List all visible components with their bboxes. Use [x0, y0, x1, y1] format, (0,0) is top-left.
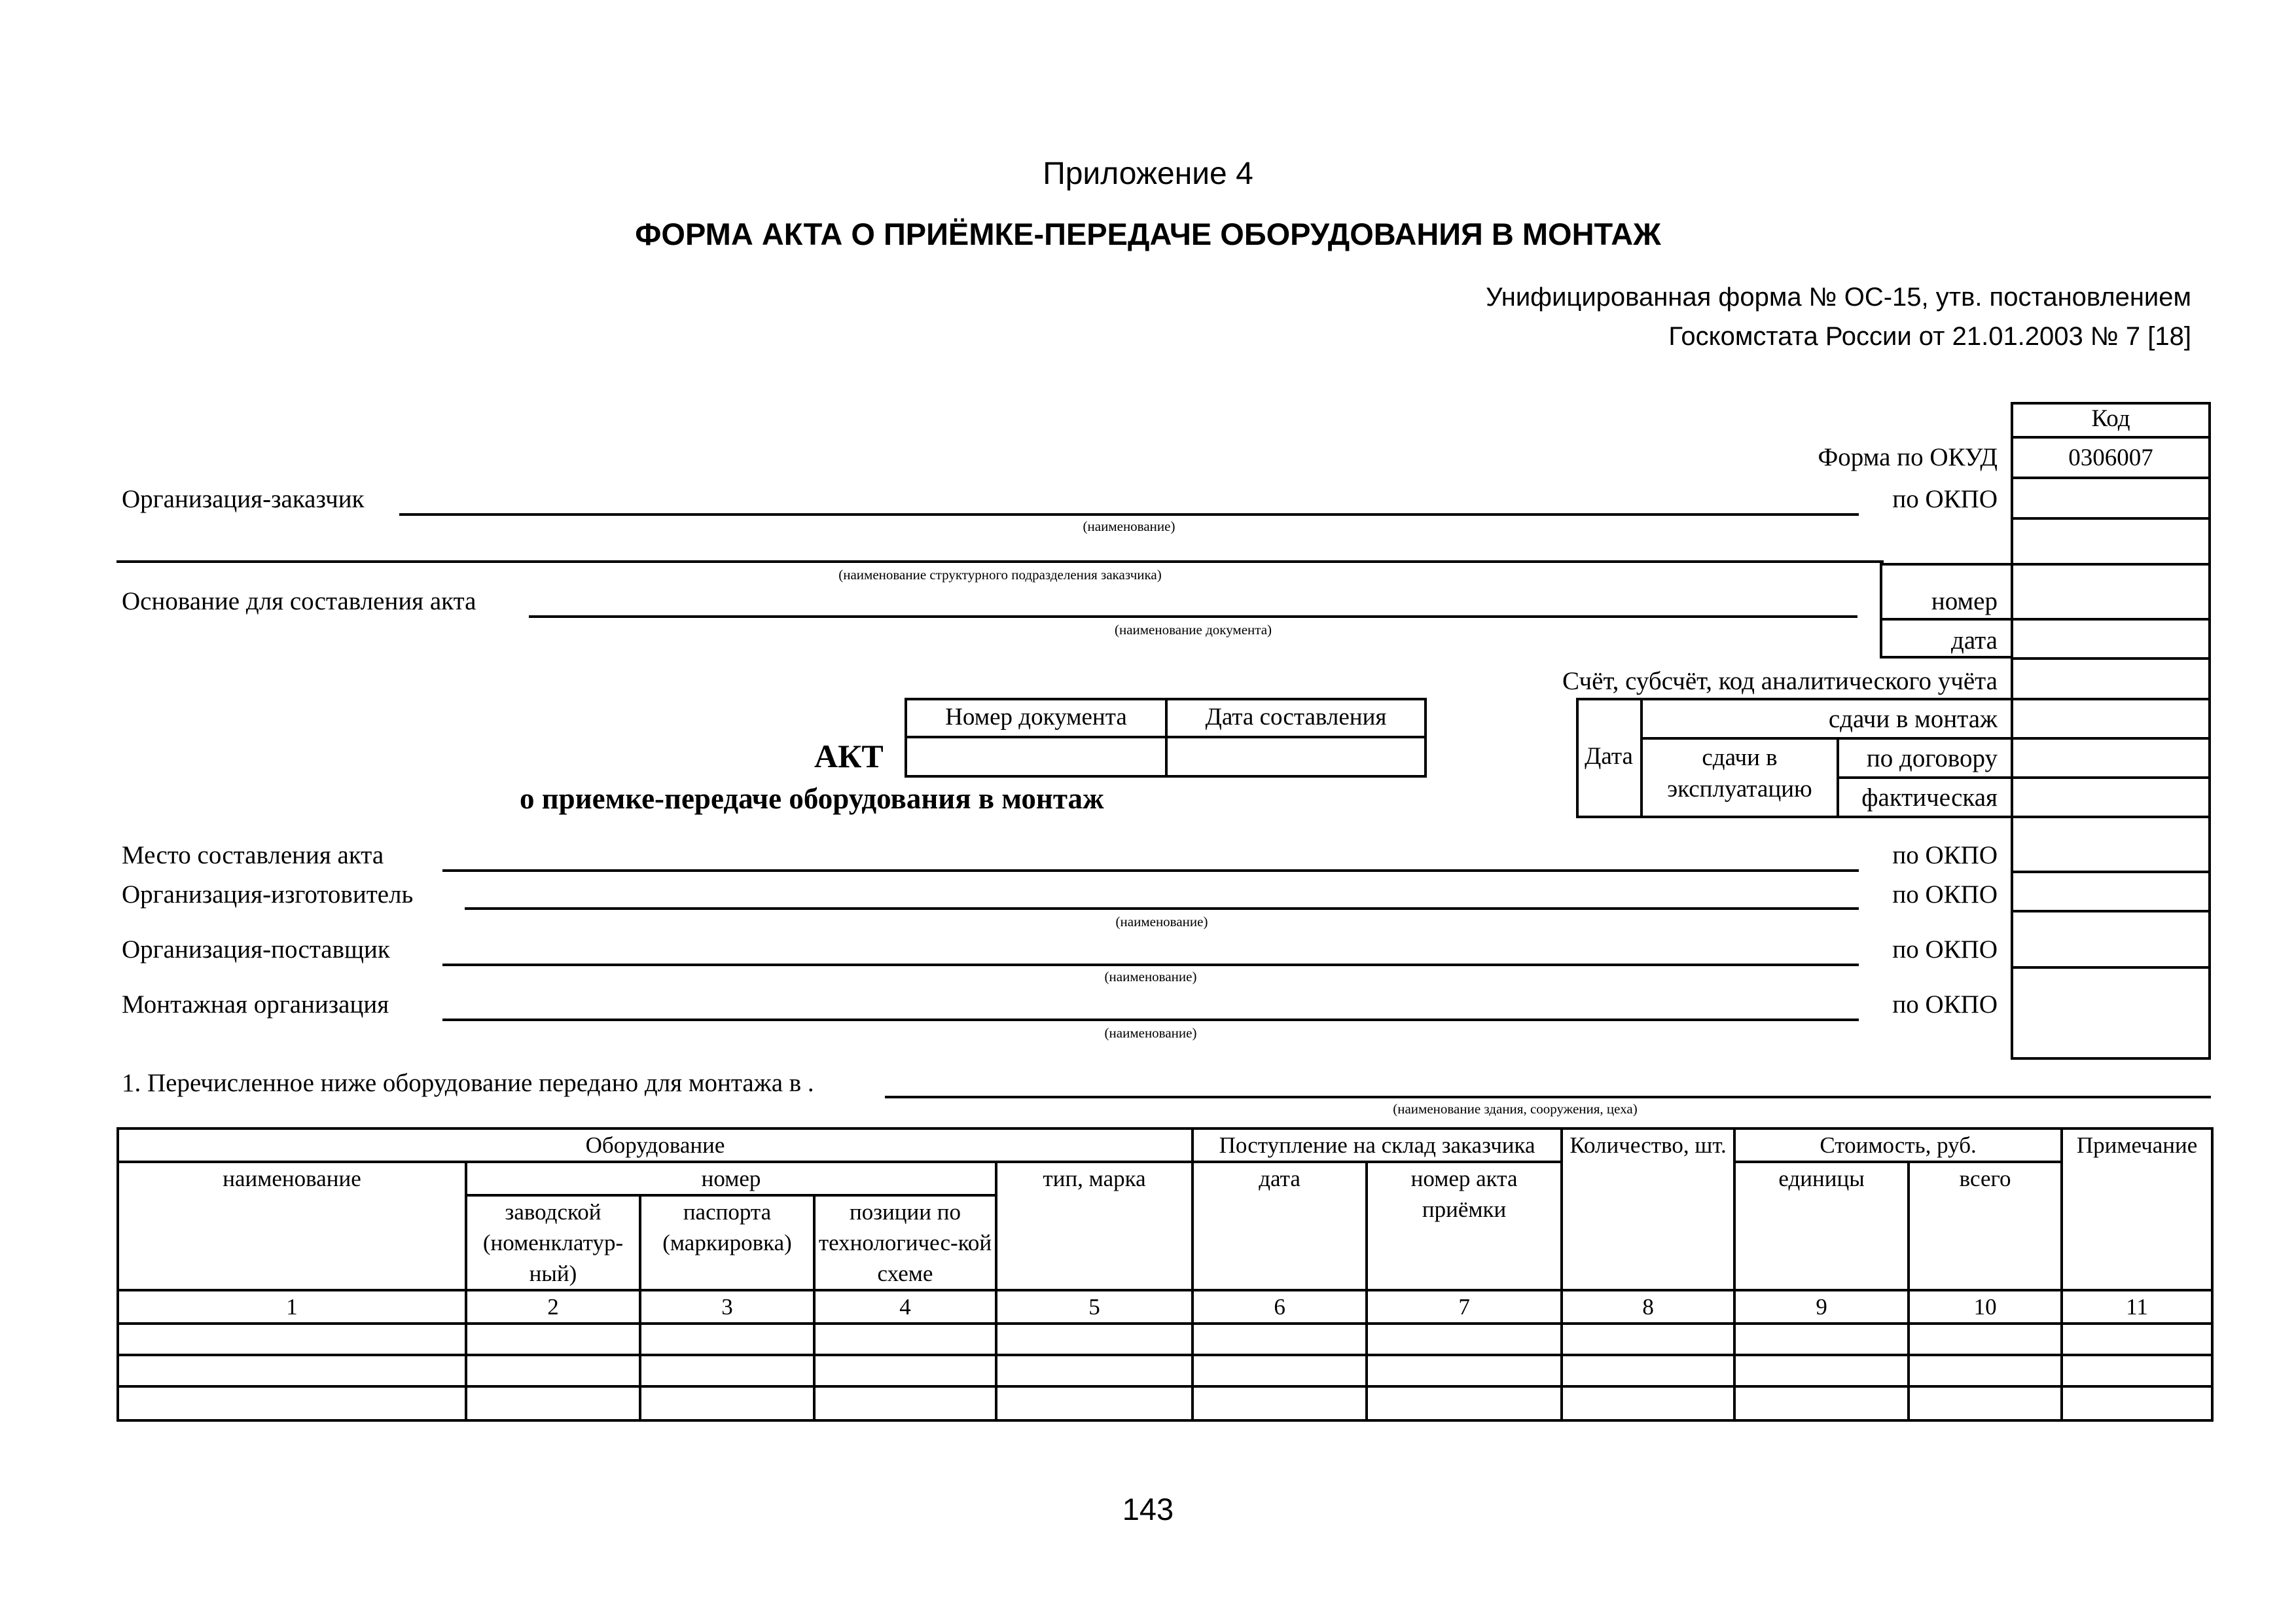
column-numbers-row [118, 1290, 2212, 1324]
okpo-label: по ОКПО [1892, 935, 1998, 964]
montazhnaya-line[interactable] [442, 1019, 1859, 1021]
okpo-label: по ОКПО [1892, 990, 1998, 1019]
data-sost-header: Дата составления [1205, 704, 1387, 731]
struct-hint: (наименование структурного подразделения заказчика) [838, 567, 1162, 583]
naimenovanie-hint: (наименование) [1104, 1025, 1197, 1041]
page-title: ФОРМА АКТА О ПРИЁМКЕ-ПЕРЕДАЧЕ ОБОРУДОВАНИЯ В МОНТАЖ [635, 217, 1661, 251]
col-number: 5 [996, 1290, 1193, 1324]
table-row[interactable] [118, 1386, 2212, 1420]
act-title: АКТ [814, 738, 884, 774]
page-number: 143 [1122, 1492, 1174, 1526]
stoimost-header: Стоимость, руб. [1734, 1128, 2062, 1162]
vsego-header: всего [1909, 1162, 2062, 1290]
act-subtitle: о приемке-передаче оборудования в монтаж [520, 782, 1104, 815]
col-number: 8 [1562, 1290, 1734, 1324]
mesto-label: Место составления акта [122, 841, 384, 869]
nomer-akta-header: номер акта приёмки [1367, 1162, 1562, 1290]
basis-line[interactable] [529, 615, 1857, 618]
col-number: 2 [466, 1290, 640, 1324]
nomer-doc-header: Номер документа [945, 704, 1127, 731]
section1-text: 1. Перечисленное ниже оборудование передано для монтажа в . [122, 1069, 814, 1097]
naimenovanie-hint: (наименование) [1083, 518, 1175, 534]
col-number: 1 [118, 1290, 466, 1324]
col-number: 9 [1734, 1290, 1909, 1324]
col-number: 11 [2062, 1290, 2212, 1324]
zavodskoy-header: заводской (номенклатур-ный) [466, 1195, 640, 1290]
col-number: 3 [640, 1290, 814, 1324]
date-label: Дата [1585, 743, 1633, 770]
appendix-label: Приложение 4 [1043, 156, 1253, 191]
fakticheskaya-label: фактическая [1861, 784, 1998, 812]
kolichestvo-header: Количество, шт. [1562, 1128, 1734, 1290]
col-number: 4 [814, 1290, 996, 1324]
form-ref-line2: Госкомстата России от 21.01.2003 № 7 [18] [1668, 322, 2191, 351]
sdachi-montazh-label: сдачи в монтаж [1828, 705, 1998, 733]
kod-header: Код [2091, 405, 2130, 432]
okpo-label: по ОКПО [1892, 841, 1998, 869]
table-row[interactable] [118, 1355, 2212, 1386]
table-row[interactable] [118, 1324, 2212, 1355]
montazhnaya-label: Монтажная организация [122, 990, 389, 1019]
basis-label: Основание для составления акта [122, 587, 476, 615]
pozicii-header: позиции по технологичес-кой схеме [814, 1195, 996, 1290]
col-number: 6 [1193, 1290, 1367, 1324]
data-header: дата [1193, 1162, 1367, 1290]
section1-line[interactable] [885, 1096, 2211, 1098]
naimenovanie-hint: (наименование) [1115, 914, 1208, 929]
col-number: 10 [1909, 1290, 2062, 1324]
sdachi-expl-label: сдачи в эксплуатацию [1667, 744, 1812, 803]
equipment-table [117, 1127, 2214, 1422]
data-label: дата [1951, 626, 1998, 655]
postuplenie-header: Поступление на склад заказчика [1193, 1128, 1562, 1162]
org-customer-label: Организация-заказчик [122, 485, 365, 513]
oborudovanie-header: Оборудование [118, 1128, 1193, 1162]
postavshik-label: Организация-поставщик [122, 935, 390, 964]
section1-hint: (наименование здания, сооружения, цеха) [1393, 1101, 1638, 1117]
pasporta-header: паспорта (маркировка) [640, 1195, 814, 1290]
izgotovitel-line[interactable] [465, 907, 1859, 910]
primechanie-header: Примечание [2062, 1128, 2212, 1290]
nomer-label: номер [1931, 587, 1998, 615]
okpo-label: по ОКПО [1892, 880, 1998, 909]
col-number: 7 [1367, 1290, 1562, 1324]
form-ref-line1: Унифицированная форма № ОС-15, утв. постановлением [1486, 283, 2191, 312]
mesto-line[interactable] [442, 869, 1859, 872]
org-customer-line[interactable] [399, 513, 1859, 516]
naimenovanie-hint: (наименование) [1104, 969, 1197, 984]
doc-hint: (наименование документа) [1114, 622, 1272, 638]
izgotovitel-label: Организация-изготовитель [122, 880, 414, 909]
okud-value: 0306007 [2068, 444, 2153, 471]
nomer-header: номер [466, 1162, 996, 1195]
tip-marka-header: тип, марка [996, 1162, 1193, 1290]
naimenovanie-header: наименование [118, 1162, 466, 1290]
edinicy-header: единицы [1734, 1162, 1909, 1290]
schet-label: Счёт, субсчёт, код аналитического учёта [1562, 667, 1998, 695]
okud-label: Форма по ОКУД [1818, 443, 1998, 471]
postavshik-line[interactable] [442, 964, 1859, 966]
struct-unit-line[interactable] [117, 560, 1884, 563]
po-dogovoru-label: по договору [1866, 744, 1998, 772]
okpo-label: по ОКПО [1892, 485, 1998, 513]
